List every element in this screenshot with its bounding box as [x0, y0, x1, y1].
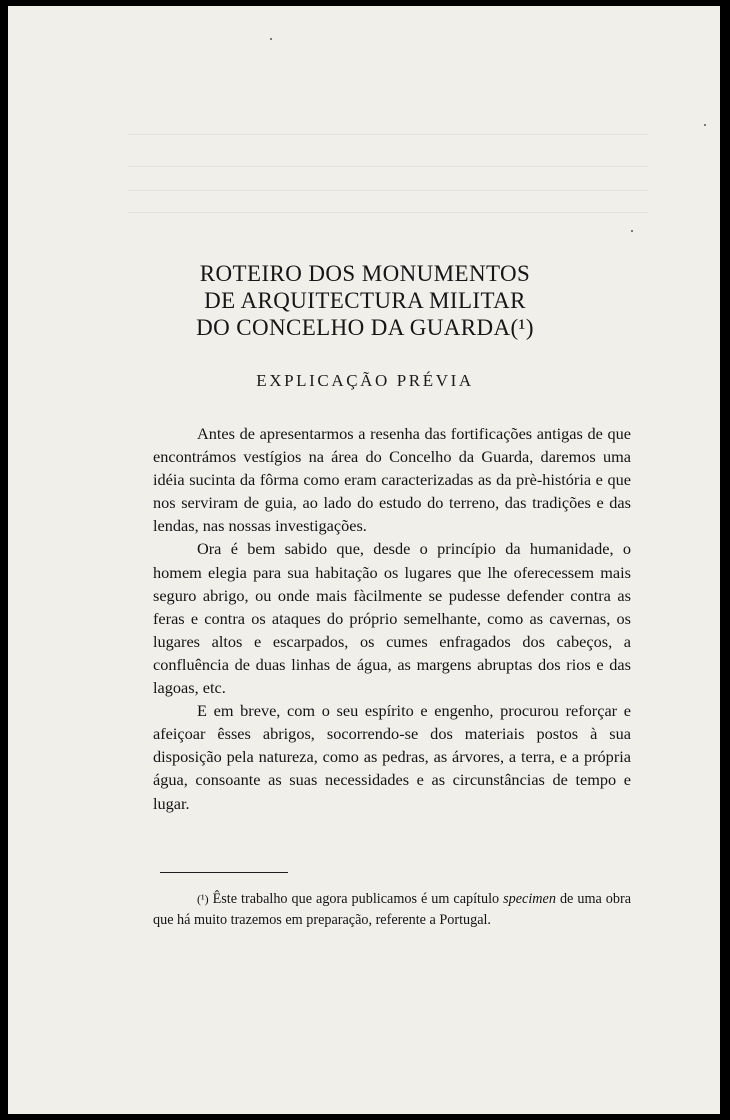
paper-speck — [704, 124, 706, 126]
paragraph-1: Antes de apresentarmos a resenha das fortificações antigas de que encontrámos vestígios na área do Concelho da Guarda, daremos uma idéia sucinta da fôrma como eram caracterizadas as da prè-história e que nos serviram de guia, ao lado do estudo do terreno, das tradições e das lendas, nas nossas investigações. — [153, 424, 631, 536]
title-line-1: ROTEIRO DOS MONUMENTOS — [199, 261, 531, 286]
bleed-through-line — [128, 134, 648, 135]
title-line-3 — [158, 314, 572, 341]
document-title — [158, 260, 572, 341]
document-page — [8, 6, 720, 1114]
bleed-through-line — [128, 190, 648, 191]
title-line-2: DE ARQUITECTURA MILITAR — [204, 288, 526, 313]
body-text — [153, 422, 631, 815]
bleed-through-line — [128, 212, 648, 213]
footnote-marker: (¹) — [197, 892, 209, 906]
bleed-through-line — [128, 166, 648, 167]
paragraph-3: E em breve, com o seu espírito e engenho, procurou reforçar e afeiçoar êsses abrigos, socorrendo-se dos materiais postos à sua disposição pela natureza, como as pedras, as árvores, a terra, e a própria água, consoante as suas necessidades e as circunstâncias de tempo e lugar. — [153, 701, 631, 813]
footnote-divider — [160, 872, 288, 873]
paper-speck — [631, 230, 633, 232]
footnote — [153, 889, 631, 931]
footnote-text-end: de uma obra que há muito trazemos em preparação, referente a Portugal. — [153, 891, 631, 928]
footnote-italic-term: specimen — [503, 891, 556, 907]
paragraph-2: Ora é bem sabido que, desde o princípio da humanidade, o homem elegia para sua habitação os lugares que lhe oferecessem mais seguro abrigo, ou onde mais fàcilmente se pudesse defender contra as feras e contra os ataques do próprio semelhante, como as cavernas, os lugares altos e escarpados, os cumes enfragados dos cabeços, a confluência de duas linhas de água, as margens abruptas dos rios e das lagoas, etc. — [153, 539, 631, 698]
paper-speck — [270, 38, 272, 40]
section-subtitle: EXPLICAÇÃO PRÉVIA — [256, 371, 474, 390]
title-line-3-text: DO CONCELHO DA GUARDA — [196, 315, 511, 340]
title-footnote-ref: (¹) — [510, 315, 534, 340]
footnote-text-start: Êste trabalho que agora publicamos é um capítulo — [212, 891, 504, 907]
